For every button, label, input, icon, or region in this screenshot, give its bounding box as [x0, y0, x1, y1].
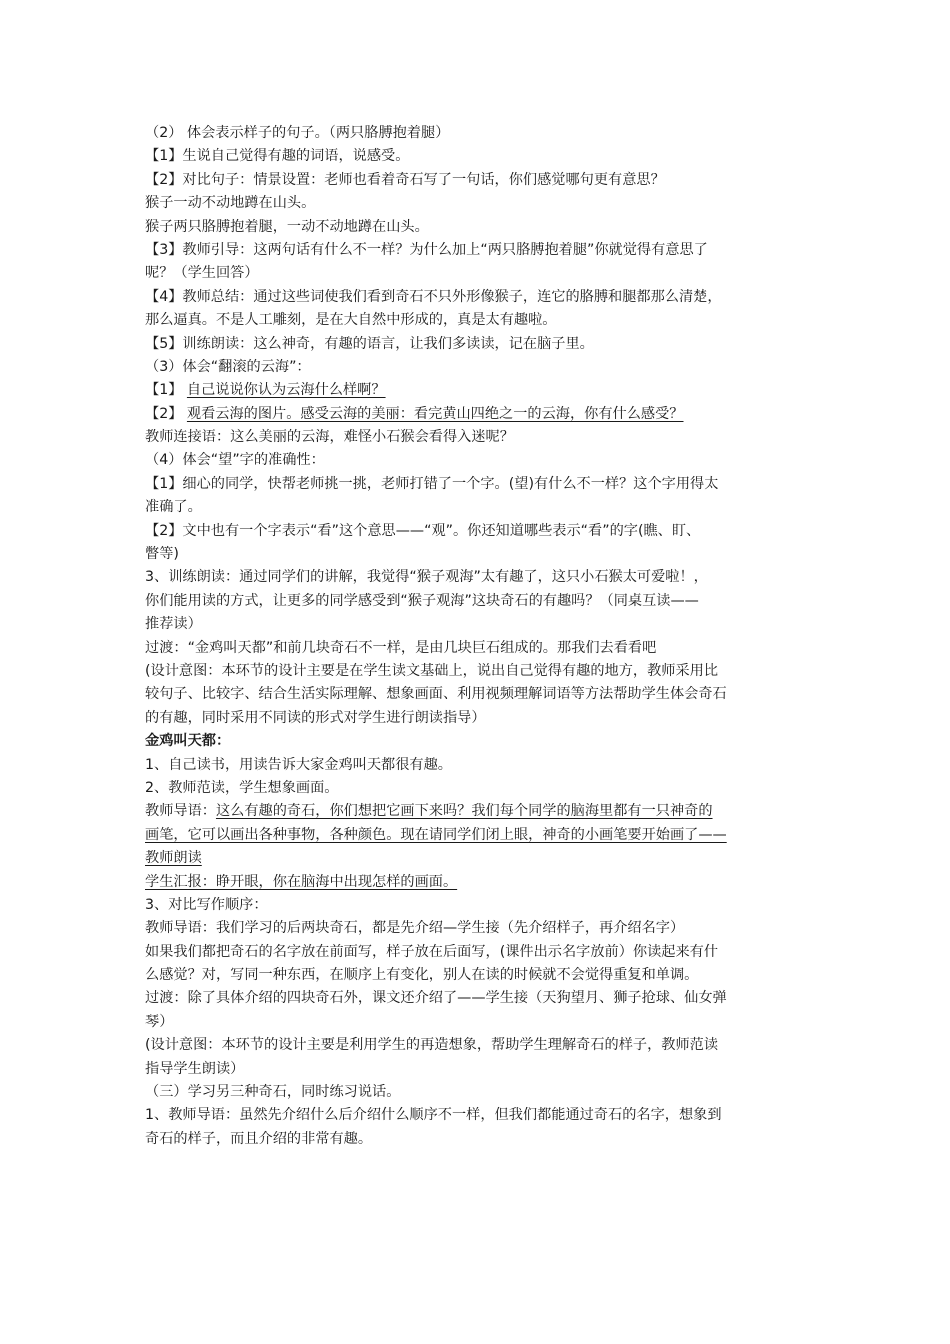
text-line: 教师连接语：这么美丽的云海，难怪小石猴会看得入迷呢？: [145, 429, 514, 446]
section-heading: 金鸡叫天都：: [145, 733, 231, 750]
text-line: 【5】训练朗读：这么神奇，有趣的语言，让我们多读读，记在脑子里。: [145, 335, 594, 352]
text-line: 2、教师范读，学生想象画面。: [145, 779, 339, 796]
underlined-text: 教师朗读: [145, 850, 202, 867]
text-line: 么感觉？对，写同一种东西，在顺序上有变化，别人在读的时候就不会觉得重复和单调。: [145, 967, 699, 984]
underlined-text: 画笔，它可以画出各种事物，各种颜色。现在请同学们闭上眼，神奇的小画笔要开始画了——: [145, 826, 727, 843]
text-line: 过渡：除了具体介绍的四块奇石外，课文还介绍了——学生接（天狗望月、狮子抢球、仙女弹: [145, 990, 727, 1007]
text-line: （4）体会“望”字的准确性：: [145, 452, 325, 469]
text-line: 指导学生朗读）: [145, 1060, 245, 1077]
text-line: 瞥等): [145, 546, 179, 563]
text-line: [145, 847, 815, 870]
text-line: 【2】对比句子：情景设置：老师也看着奇石写了一句话，你们感觉哪句更有意思？: [145, 171, 665, 188]
text-line: （3）体会“翻滚的云海”：: [145, 358, 311, 375]
line-prefix: 教师导语：: [145, 803, 216, 820]
text-line: [145, 379, 815, 402]
text-line: [145, 800, 815, 823]
text-line: 琴）: [145, 1013, 174, 1030]
text-line: 猴子一动不动地蹲在山头。: [145, 195, 316, 212]
text-line: 1、自己读书，用读告诉大家金鸡叫天都很有趣。: [145, 756, 452, 773]
text-line: 推荐读）: [145, 616, 202, 633]
text-line: [145, 403, 815, 426]
text-line: (设计意图：本环节的设计主要是利用学生的再造想象，帮助学生理解奇石的样子，教师范读: [145, 1037, 719, 1054]
text-line: （三）学习另三种奇石，同时练习说话。: [145, 1084, 401, 1101]
line-prefix: 【1】: [145, 382, 187, 399]
text-line: [145, 871, 815, 894]
text-line: 【2】文中也有一个字表示“看”这个意思——“观”。你还知道哪些表示“看”的字(瞧、盯、: [145, 522, 701, 539]
text-line: 你们能用读的方式，让更多的同学感受到“猴子观海”这块奇石的有趣吗？（同桌互读——: [145, 592, 699, 609]
text-line: 猴子两只胳膊抱着腿，一动不动地蹲在山头。: [145, 218, 429, 235]
text-line: 3、对比写作顺序：: [145, 896, 268, 913]
text-line: 的有趣，同时采用不同读的形式对学生进行朗读指导）: [145, 709, 486, 726]
text-line: 【3】教师引导：这两句话有什么不一样？为什么加上“两只胳膊抱着腿”你就觉得有意思了: [145, 241, 708, 258]
text-line: 【4】教师总结：通过这些词使我们看到奇石不只外形像猴子，连它的胳膊和腿都那么清楚，: [145, 288, 722, 305]
underlined-text: 学生汇报：睁开眼，你在脑海中出现怎样的画面。: [145, 873, 458, 890]
text-line: 如果我们都把奇石的名字放在前面写，样子放在后面写，(课件出示名字放前）你读起来有什: [145, 943, 719, 960]
text-line: 3、训练朗读：通过同学们的讲解，我觉得“猴子观海”太有趣了，这只小石猴太可爱啦！，: [145, 569, 708, 586]
text-line: (设计意图：本环节的设计主要是在学生读文基础上，说出自己觉得有趣的地方，教师采用比: [145, 662, 719, 679]
underlined-text: 自己说说你认为云海什么样啊？: [186, 382, 386, 399]
text-line: [145, 824, 815, 847]
text-line: 教师导语：我们学习的后两块奇石，都是先介绍—学生接（先介绍样子，再介绍名字）: [145, 920, 685, 937]
text-line: 【1】生说自己觉得有趣的词语，说感受。: [145, 148, 410, 165]
text-line: 过渡：“金鸡叫天都”和前几块奇石不一样，是由几块巨石组成的。那我们去看看吧: [145, 639, 657, 656]
text-line: 【1】细心的同学，快帮老师挑一挑，老师打错了一个字。(望)有什么不一样？这个字用得太: [145, 475, 719, 492]
text-line: 较句子、比较字、结合生活实际理解、想象画面、利用视频理解词语等方法帮助学生体会奇石: [145, 686, 727, 703]
underlined-text: 观看云海的图片。感受云海的美丽：看完黄山四绝之一的云海，你有什么感受？: [186, 405, 684, 422]
text-line: （2） 体会表示样子的句子。（两只胳膊抱着腿）: [145, 125, 450, 141]
text-line: 那么逼真。不是人工雕刻，是在大自然中形成的，真是太有趣啦。: [145, 312, 557, 329]
text-line: 呢？（学生回答）: [145, 265, 259, 282]
text-line: 1、教师导语：虽然先介绍什么后介绍什么顺序不一样，但我们都能通过奇石的名字，想象到: [145, 1107, 722, 1124]
underlined-text: 这么有趣的奇石，你们想把它画下来吗？我们每个同学的脑海里都有一只神奇的: [215, 803, 713, 820]
line-prefix: 【2】: [145, 405, 187, 422]
document-page: [145, 122, 815, 1151]
text-line: 准确了。: [145, 499, 202, 516]
text-line: 奇石的样子，而且介绍的非常有趣。: [145, 1130, 373, 1147]
